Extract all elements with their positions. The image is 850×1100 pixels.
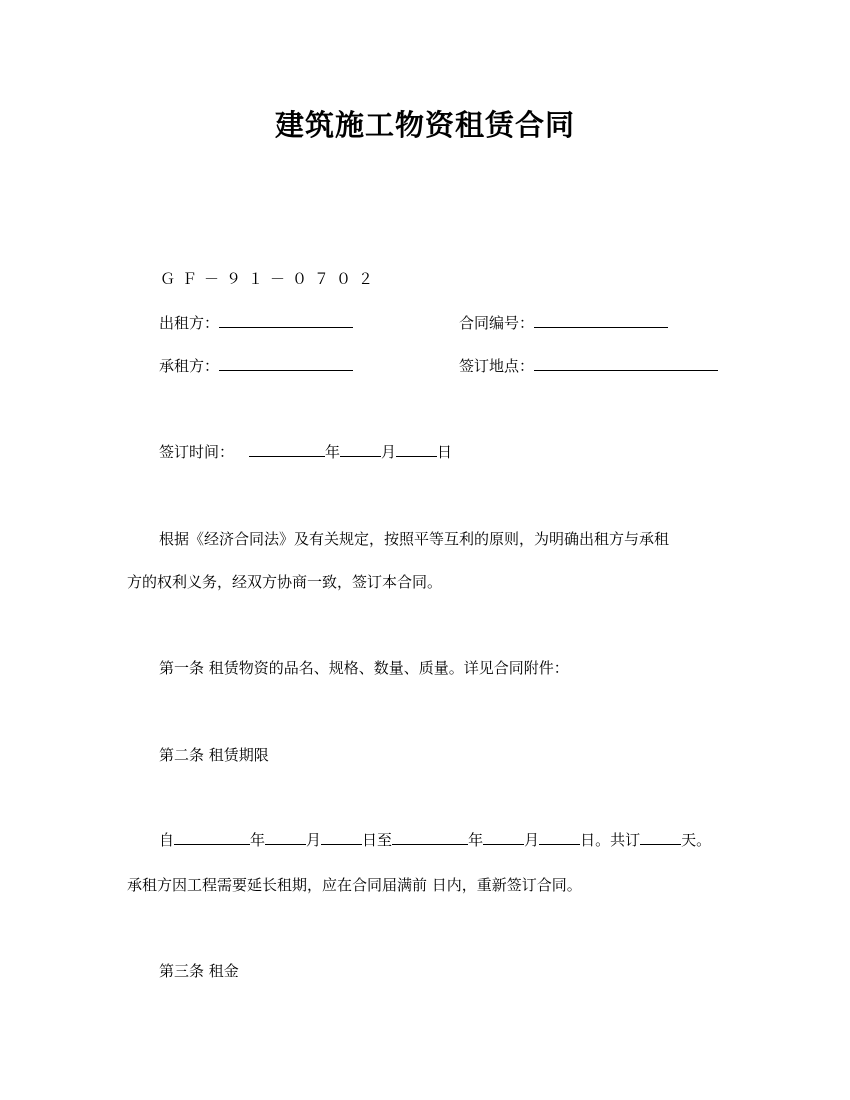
lessee-row	[159, 355, 353, 376]
document-title: 建筑施工物资租赁合同	[274, 108, 575, 142]
year-label: 年	[325, 443, 341, 461]
sign-place-label: 签订地点：	[459, 357, 535, 375]
lessor-row	[159, 312, 353, 333]
intro-line-2: 方的权利义务，经双方协商一致，签订本合同。	[127, 573, 443, 591]
sign-time-row	[159, 441, 452, 462]
total-days-blank[interactable]	[640, 829, 681, 845]
contract-code: ＧＦ－９１－０７０２	[160, 270, 381, 288]
lessee-blank[interactable]	[219, 355, 353, 371]
end-month-label: 月	[524, 831, 540, 849]
end-day-blank[interactable]	[539, 829, 580, 845]
contract-no-label: 合同编号：	[459, 314, 535, 332]
day-total-label: 日。共订	[580, 831, 641, 849]
lessee-label: 承租方：	[159, 357, 220, 375]
days-end-label: 天。	[681, 831, 712, 849]
from-label: 自	[159, 831, 175, 849]
day-to-label: 日至	[362, 831, 393, 849]
sign-day-blank[interactable]	[396, 441, 437, 457]
sign-time-label: 签订时间：	[159, 443, 235, 461]
intro-line-1: 根据《经济合同法》及有关规定，按照平等互利的原则，为明确出租方与承租	[159, 530, 670, 548]
start-month-label: 月	[306, 831, 322, 849]
day-label: 日	[437, 443, 453, 461]
start-year-blank[interactable]	[174, 829, 250, 845]
sign-month-blank[interactable]	[340, 441, 381, 457]
month-label: 月	[381, 443, 397, 461]
sign-place-row	[459, 355, 718, 376]
contract-no-blank[interactable]	[534, 312, 668, 328]
sign-place-blank[interactable]	[534, 355, 718, 371]
end-month-blank[interactable]	[483, 829, 524, 845]
article-2: 第二条 租赁期限	[159, 746, 269, 764]
extension-line: 承租方因工程需要延长租期，应在合同届满前 日内，重新签订合同。	[127, 876, 582, 894]
lessor-blank[interactable]	[219, 312, 353, 328]
contract-no-row	[459, 312, 668, 333]
sign-year-blank[interactable]	[249, 441, 325, 457]
end-year-blank[interactable]	[392, 829, 468, 845]
start-month-blank[interactable]	[265, 829, 306, 845]
article-1: 第一条 租赁物资的品名、规格、数量、质量。详见合同附件：	[159, 659, 569, 677]
article-3: 第三条 租金	[159, 962, 239, 980]
start-year-label: 年	[250, 831, 266, 849]
end-year-label: 年	[468, 831, 484, 849]
start-day-blank[interactable]	[321, 829, 362, 845]
lessor-label: 出租方：	[159, 314, 220, 332]
lease-period-row	[159, 829, 711, 850]
